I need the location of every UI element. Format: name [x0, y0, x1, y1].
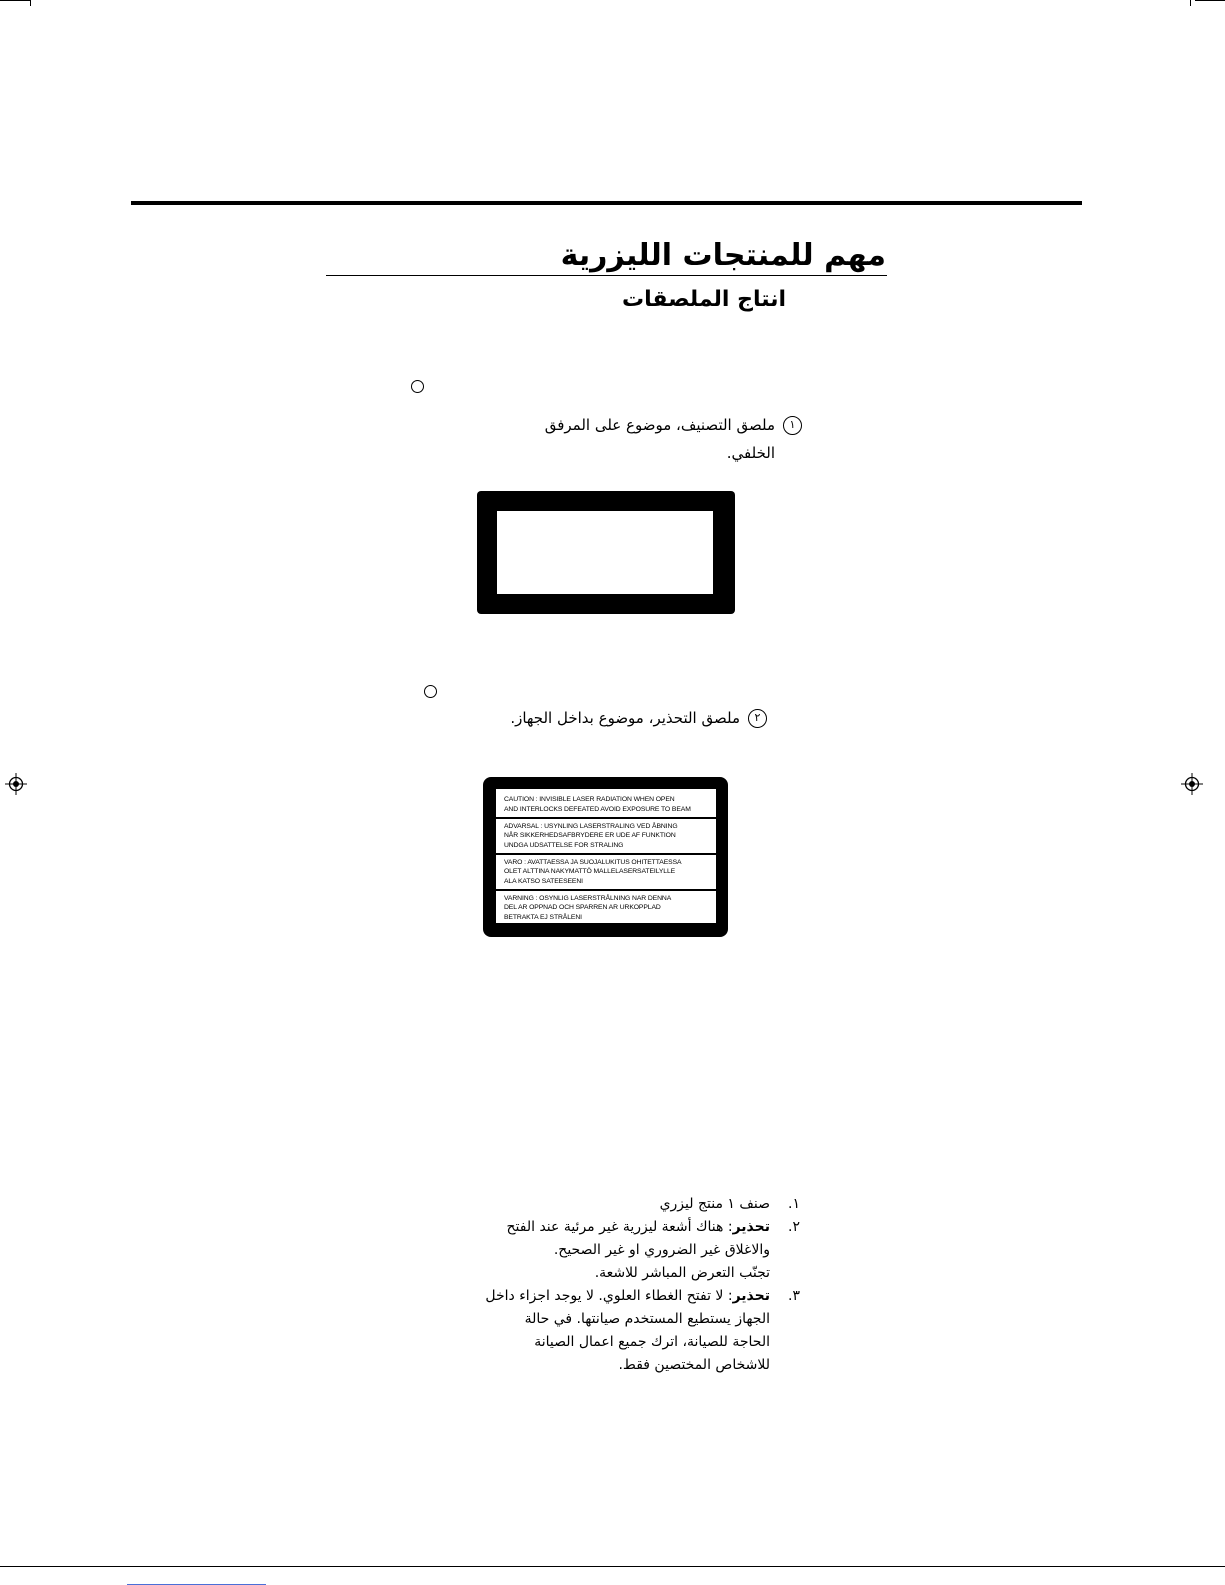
label-item-1-line1: ملصق التصنيف، موضوع على المرفق: [544, 416, 775, 434]
note-number: ٣.: [788, 1288, 800, 1304]
note-line: : لا تفتح الغطاء العلوي. لا يوجد اجزاء داخل: [485, 1288, 733, 1304]
registration-mark-icon: [1181, 773, 1203, 795]
warning-divider: [496, 817, 716, 819]
warning-text-caution: CAUTION : INVISIBLE LASER RADIATION WHEN OPEN AND INTERLOCKS DEFEATED AVOID EXPOSURE TO BEAM: [504, 796, 691, 813]
warning-label-box: [483, 777, 728, 937]
label-item-2: [510, 704, 767, 732]
warning-label-inner: [496, 789, 716, 923]
note-body: [400, 1193, 770, 1216]
note-item: [400, 1193, 800, 1216]
title-underline: [326, 275, 887, 276]
note-line: والاغلاق غير الضروري او غير الصحيح.: [553, 1242, 770, 1258]
classification-label-box: [477, 491, 735, 614]
circle-marker-icon: [424, 685, 437, 698]
circle-marker-icon: [411, 380, 424, 393]
warning-text-finnish: VARO : AVATTAESSA JA SUOJALUKITUS OHITETTAESSA OLET ALTTINA NAKYMATTÖ MALLELASERSATEILYLLE ALA KATSO SATEESEENI: [504, 858, 682, 885]
warning-text-swedish: VARNING : OSYNLIG LASERSTRÅLNING NAR DENNA DEL AR OPPNAD OCH SPARREN AR URKOPPLAD BETRAKTA EJ STRÅLENI: [504, 894, 672, 921]
page-subtitle: انتاج الملصقات: [622, 287, 786, 312]
registration-mark-icon: [5, 773, 27, 795]
note-line: تجنّب التعرض المباشر للاشعة.: [594, 1265, 770, 1281]
classification-label-inner: [497, 511, 713, 594]
number-circle-icon: ١: [783, 416, 802, 435]
note-item: [400, 1285, 800, 1377]
note-line: الحاجة للصيانة، اترك جميع اعمال الصيانة: [534, 1334, 770, 1350]
note-line: : هناك أشعة ليزرية غير مرئية عند الفتح: [506, 1219, 733, 1235]
bottom-rule: [0, 1566, 1225, 1567]
crop-mark-top-right: [1195, 0, 1225, 1]
warning-divider: [496, 853, 716, 855]
note-number: ١.: [788, 1196, 800, 1212]
label-item-2-text: ملصق التحذير، موضوع بداخل الجهاز.: [510, 709, 740, 727]
note-line: الجهاز يستطيع المستخدم صيانتها. في حالة: [524, 1311, 770, 1327]
label-item-1-line2: الخلفي.: [726, 444, 775, 462]
warning-text-danish: ADVARSAL : USYNLING LASERSTRALING VED ÅBNING NÅR SIKKERHEDSAFBRYDERE ER UDE AF FUNKTION UNDGA UDSATTELSE FOR STRALING: [504, 822, 678, 849]
crop-mark-top-right-v: [1190, 0, 1191, 6]
top-rule: [131, 201, 1082, 205]
crop-mark-top-left-v: [30, 0, 31, 6]
note-item: [400, 1216, 800, 1285]
note-body: [400, 1285, 770, 1377]
note-number: ٢.: [788, 1219, 800, 1235]
note-line: صنف ١ منتج ليزري: [659, 1196, 770, 1212]
note-line: للاشخاص المختصين فقط.: [618, 1357, 770, 1373]
label-item-1: [545, 411, 802, 467]
warning-divider: [496, 889, 716, 891]
page-title: مهم للمنتجات الليزرية: [560, 238, 886, 273]
note-warning-label: تحذير: [732, 1219, 770, 1235]
note-body: [400, 1216, 770, 1285]
crop-mark-top-left: [0, 0, 30, 1]
notes-list: [400, 1193, 800, 1377]
note-warning-label: تحذير: [732, 1288, 770, 1304]
number-circle-icon: ٢: [748, 709, 767, 728]
